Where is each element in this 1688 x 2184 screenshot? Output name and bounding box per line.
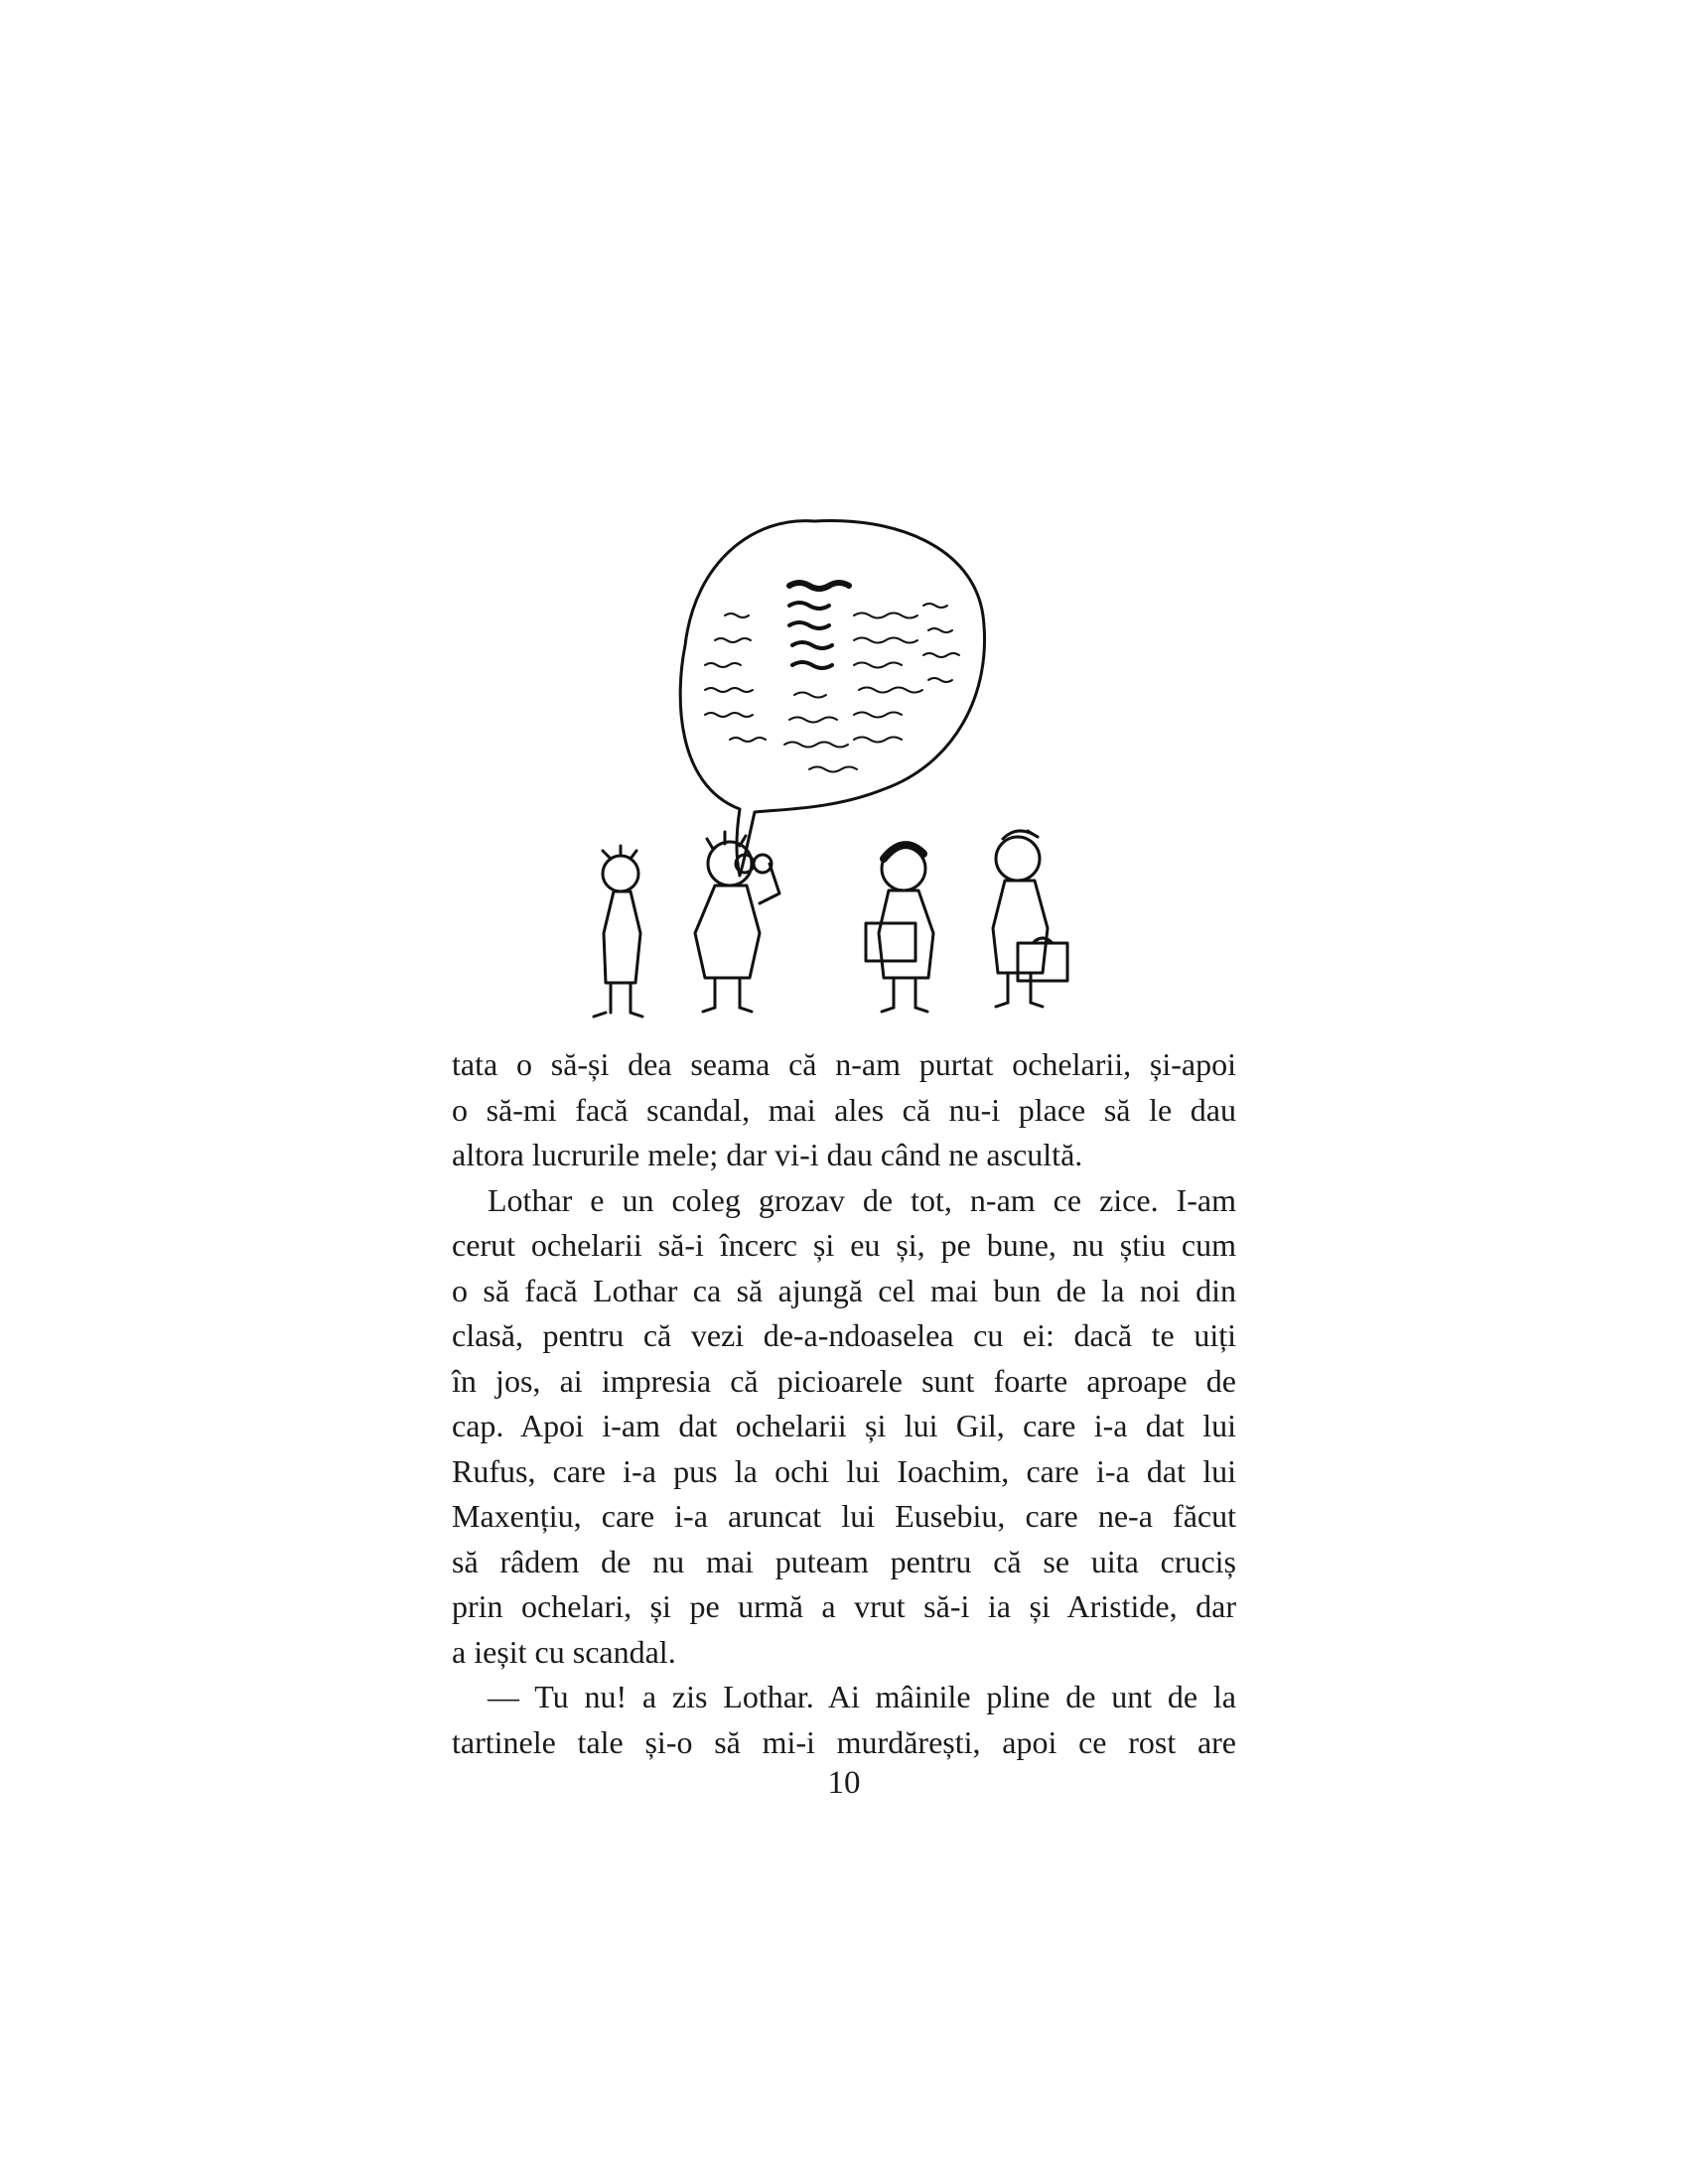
page-number: 10 xyxy=(827,1765,861,1801)
text-line: altora lucrurile mele; dar vi-i dau când ne ascultă. xyxy=(452,1137,1083,1172)
text-line: o să facă Lothar ca să ajungă cel mai bun de la noi din xyxy=(452,1272,1236,1308)
text-line: să râdem de nu mai puteam pentru că se uita cruciș xyxy=(452,1543,1236,1579)
body-text xyxy=(452,1042,1236,1765)
text-line: o să-mi facă scandal, mai ales că nu-i place să le dau xyxy=(452,1091,1236,1128)
text-line: Maxențiu, care i-a aruncat lui Eusebiu, care ne-a făcut xyxy=(452,1498,1236,1534)
text-line: tata o să-și dea seama că n-am purtat ochelarii, și-apoi xyxy=(452,1046,1236,1082)
child-figure-icon xyxy=(695,832,779,1012)
cartoon-illustration xyxy=(556,467,1132,1023)
text-line: Lothar e un coleg grozav de tot, n-am ce zice. I-am xyxy=(488,1181,1236,1218)
text-line: în jos, ai impresia că picioarele sunt foarte aproape de xyxy=(452,1362,1236,1399)
child-figure-icon xyxy=(594,846,642,1017)
text-line: prin ochelari, și pe urmă a vrut să-i ia și Aristide, dar xyxy=(452,1588,1236,1624)
child-figure-icon xyxy=(993,831,1067,1007)
text-line: cap. Apoi i-am dat ochelarii și lui Gil, care i-a dat lui xyxy=(452,1408,1236,1443)
text-line: Rufus, care i-a pus la ochi lui Ioachim, care i-a dat lui xyxy=(452,1452,1236,1489)
text-line: cerut ochelarii să-i încerc și eu și, pe bune, nu știu cum xyxy=(452,1227,1236,1263)
text-line: tartinele tale și-o să mi-i murdărești, apoi ce rost are xyxy=(452,1723,1236,1760)
speech-bubble-icon xyxy=(680,520,984,876)
child-figure-icon xyxy=(866,845,933,1012)
text-line: a ieșit cu scandal. xyxy=(452,1633,676,1670)
text-line: clasă, pentru că vezi de-a-ndoaselea cu ei: dacă te uiți xyxy=(452,1317,1236,1353)
text-line: — Tu nu! a zis Lothar. Ai mâinile pline de unt de la xyxy=(488,1679,1236,1714)
